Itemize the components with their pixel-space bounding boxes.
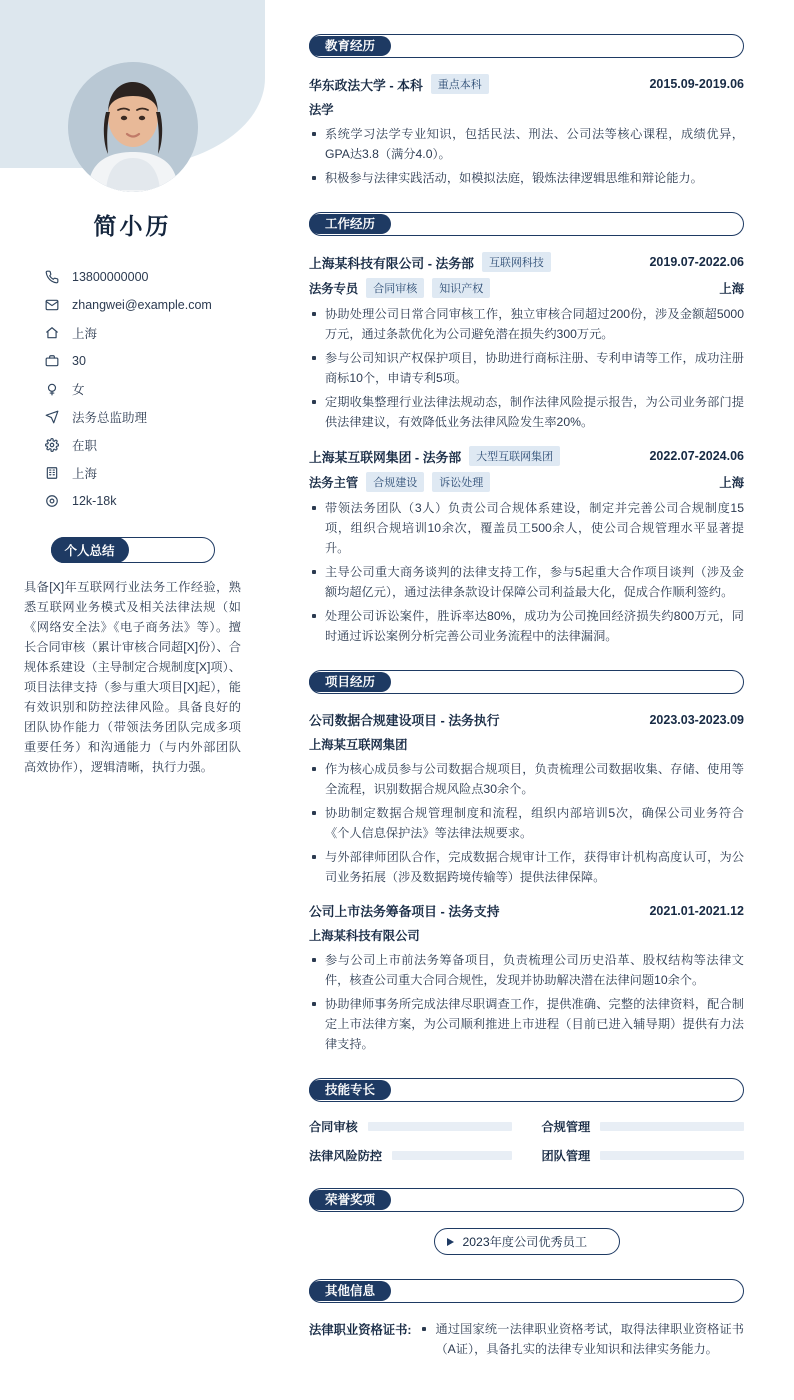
education-tag: 重点本科 <box>431 74 489 94</box>
contact-item-status <box>42 431 243 459</box>
work-tag: 互联网科技 <box>482 252 551 272</box>
work-bullets <box>309 304 744 432</box>
briefcase-icon <box>42 351 62 371</box>
other-row <box>309 1319 744 1363</box>
contact-item-salary <box>42 487 243 515</box>
work-entry <box>309 252 744 432</box>
contact-value: zhangwei@example.com <box>72 298 212 312</box>
work-subheader <box>309 472 744 492</box>
work-skill-tag: 知识产权 <box>432 278 490 298</box>
bullet: 与外部律师团队合作，完成数据合规审计工作，获得审计机构高度认可，为公司业务拓展（涉及数据跨境传输等）提供法律保障。 <box>309 847 744 887</box>
work-company: 上海某互联网集团 - 法务部 <box>309 449 462 465</box>
bullet: 主导公司重大商务谈判的法律支持工作，参与5起重大合作项目谈判（涉及金额均超亿元），通过法律条款设计保障公司利益最大化，促成合作顺利签约。 <box>309 562 744 602</box>
summary-text: 具备[X]年互联网行业法务工作经验，熟悉互联网业务模式及相关法律法规（如《网络安全法》《电子商务法》等）。擅长合同审核（累计审核合同超[X]份）、合规体系建设（主导制定合规制度[X]项）、项目法律支持（参与重大项目[X]起），能有效识别和防控法律风险。具备良好的团队协作能力（带领法务团队完成多项重要任务）和沟通能力（与内外部团队高效协作），逻辑清晰，执行力强。 <box>24 580 241 774</box>
contact-value: 12k-18k <box>72 494 117 508</box>
project-date: 2023.03-2023.09 <box>649 712 744 727</box>
contact-value: 在职 <box>72 439 98 453</box>
project-entry-header <box>309 901 744 920</box>
honors-section-title: 荣誉奖项 <box>309 1190 391 1211</box>
work-location: 上海 <box>719 476 744 490</box>
contact-item-phone <box>42 263 243 291</box>
phone-icon <box>42 267 62 287</box>
skill-label: 团队管理 <box>541 1149 591 1163</box>
bullet: 参与公司知识产权保护项目，协助进行商标注册、专利申请等工作，成功注册商标10个，申请专利5项。 <box>309 348 744 388</box>
skill-item <box>309 1147 512 1164</box>
building-icon <box>42 463 62 483</box>
sidebar <box>0 0 265 1400</box>
project-name: 公司上市法务筹备项目 - 法务支持 <box>309 904 500 919</box>
work-role: 法务专员 <box>309 282 359 296</box>
contact-value: 13800000000 <box>72 270 149 284</box>
skill-item <box>309 1118 512 1135</box>
skills-grid <box>309 1118 744 1164</box>
section-work <box>309 212 744 646</box>
home-icon <box>42 323 62 343</box>
work-entry-header <box>309 252 744 272</box>
work-location: 上海 <box>719 282 744 296</box>
work-tag: 大型互联网集团 <box>469 446 560 466</box>
contact-item-gender <box>42 375 243 403</box>
main-content <box>265 0 794 1400</box>
other-section-header <box>309 1279 744 1303</box>
profile-name: 简小历 <box>93 213 172 239</box>
contact-item-age <box>42 347 243 375</box>
section-project <box>309 670 744 1054</box>
work-skill-tag: 合规建设 <box>366 472 424 492</box>
contact-item-position <box>42 403 243 431</box>
education-section-title: 教育经历 <box>309 36 391 57</box>
contact-value: 上海 <box>72 327 98 341</box>
work-entry <box>309 446 744 646</box>
other-body <box>419 1319 744 1363</box>
skill-item <box>542 1147 745 1164</box>
summary-section-title: 个人总结 <box>51 537 129 563</box>
other-label: 法律职业资格证书: <box>309 1323 412 1337</box>
bullet: 协助制定数据合规管理制度和流程，组织内部培训5次，确保公司业务符合《个人信息保护法》等法律法规要求。 <box>309 803 744 843</box>
project-bullets <box>309 759 744 887</box>
gender-icon <box>42 379 62 399</box>
education-entry-header <box>309 74 744 94</box>
skill-bar <box>392 1151 511 1160</box>
other-bullets <box>419 1319 744 1359</box>
bullet: 系统学习法学专业知识，包括民法、刑法、公司法等核心课程，成绩优异，GPA达3.8（满分4.0）。 <box>309 124 744 164</box>
education-section-header <box>309 34 744 58</box>
skill-label: 合同审核 <box>309 1120 358 1134</box>
salary-icon <box>42 491 62 511</box>
section-honors <box>309 1188 744 1255</box>
work-entry-header <box>309 446 744 466</box>
contact-item-city <box>42 459 243 487</box>
contact-list <box>22 263 243 515</box>
work-date: 2022.07-2024.06 <box>649 449 744 463</box>
work-section-title: 工作经历 <box>309 214 391 235</box>
skill-bar <box>600 1122 744 1131</box>
section-skills <box>309 1078 744 1164</box>
bullet: 带领法务团队（3人）负责公司合规体系建设，制定并完善公司合规制度15项，组织合规培训10余次，覆盖员工500余人，使公司合规管理水平显著提升。 <box>309 498 744 558</box>
bullet: 处理公司诉讼案件，胜诉率达80%，成功为公司挽回经济损失约800万元，同时通过诉讼案例分析完善公司业务流程中的法律漏洞。 <box>309 606 744 646</box>
project-entry <box>309 710 744 887</box>
work-section-header <box>309 212 744 236</box>
play-arrow-icon <box>447 1238 454 1246</box>
bullet: 作为核心成员参与公司数据合规项目，负责梳理公司数据收集、存储、使用等全流程，识别数据合规风险点30余个。 <box>309 759 744 799</box>
honor-item <box>434 1228 620 1255</box>
mail-icon <box>42 295 62 315</box>
skill-label: 合规管理 <box>541 1120 591 1134</box>
bullet: 协助处理公司日常合同审核工作，独立审核合同超过200份，涉及金额超5000万元，通过条款优化为公司避免潜在损失约300万元。 <box>309 304 744 344</box>
bullet: 协助律师事务所完成法律尽职调查工作，提供准确、完整的法律资料，配合制定上市法律方案，为公司顺利推进上市进程（目前已进入辅导期）提供有力法律支持。 <box>309 994 744 1054</box>
project-date: 2021.01-2021.12 <box>649 903 744 918</box>
avatar <box>68 62 198 192</box>
work-subheader <box>309 278 744 298</box>
avatar-photo-icon <box>68 62 198 192</box>
work-skill-tag: 诉讼处理 <box>432 472 490 492</box>
send-icon <box>42 407 62 427</box>
education-date: 2015.09-2019.06 <box>649 77 744 91</box>
education-bullets <box>309 124 744 188</box>
contact-value: 30 <box>72 354 86 368</box>
skill-bar <box>600 1151 744 1160</box>
other-section-title: 其他信息 <box>309 1281 391 1302</box>
bullet: 通过国家统一法律职业资格考试，取得法律职业资格证书（A证），具备扎实的法律专业知识和法律实务能力。 <box>419 1319 744 1359</box>
project-section-title: 项目经历 <box>309 672 391 693</box>
skills-section-header <box>309 1078 744 1102</box>
bullet: 定期收集整理行业法律法规动态，制作法律风险提示报告，为公司业务部门提供法律建议，有效降低业务法律风险发生率20%。 <box>309 392 744 432</box>
project-entry-header <box>309 710 744 729</box>
work-role: 法务主管 <box>309 476 359 490</box>
contact-item-location <box>42 319 243 347</box>
education-school: 华东政法大学 - 本科 <box>309 77 423 93</box>
skills-section-title: 技能专长 <box>309 1080 391 1101</box>
education-entry <box>309 74 744 188</box>
honors-section-header <box>309 1188 744 1212</box>
skill-label: 法律风险防控 <box>309 1149 383 1163</box>
contact-item-email <box>42 291 243 319</box>
project-entry <box>309 901 744 1054</box>
skill-bar <box>368 1122 512 1131</box>
skill-item <box>542 1118 745 1135</box>
project-name: 公司数据合规建设项目 - 法务执行 <box>309 713 500 728</box>
work-company: 上海某科技有限公司 - 法务部 <box>309 255 474 271</box>
contact-value: 上海 <box>72 467 98 481</box>
contact-value: 法务总监助理 <box>72 411 148 425</box>
honor-text: 2023年度公司优秀员工 <box>462 1235 588 1249</box>
section-education <box>309 34 744 188</box>
summary-section-header <box>51 537 215 563</box>
project-section-header <box>309 670 744 694</box>
education-major: 法学 <box>309 103 334 117</box>
project-org: 上海某互联网集团 <box>309 738 408 752</box>
section-other <box>309 1279 744 1363</box>
status-icon <box>42 435 62 455</box>
work-bullets <box>309 498 744 646</box>
contact-value: 女 <box>72 383 85 397</box>
bullet: 参与公司上市前法务筹备项目，负责梳理公司历史沿革、股权结构等法律文件，核查公司重大合同合规性，发现并协助解决潜在法律问题10余个。 <box>309 950 744 990</box>
project-org: 上海某科技有限公司 <box>309 929 420 943</box>
work-date: 2019.07-2022.06 <box>649 255 744 269</box>
work-skill-tag: 合同审核 <box>366 278 424 298</box>
project-bullets <box>309 950 744 1054</box>
bullet: 积极参与法律实践活动，如模拟法庭，锻炼法律逻辑思维和辩论能力。 <box>309 168 744 188</box>
